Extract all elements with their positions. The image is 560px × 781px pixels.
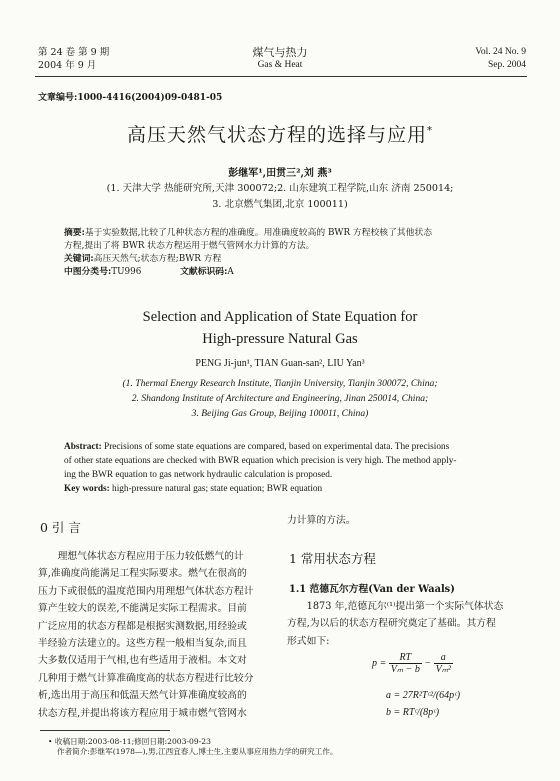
vdw-equation — [372, 652, 453, 675]
doc-code-label: 文献标识码: — [180, 267, 228, 277]
footnote-dates: 收稿日期:2003-08-11;修回日期:2003-09-23 — [54, 737, 211, 746]
journal-issue-cn — [38, 46, 109, 72]
right-line-3: 形式如下: — [287, 635, 330, 647]
title-en-line-2: High-pressure Natural Gas — [202, 331, 358, 347]
right-column-continuation: 力计算的方法。 — [287, 515, 356, 526]
title-en — [0, 306, 560, 350]
section-1-heading: 1 常用状态方程 — [289, 551, 376, 566]
authors-cn: 彭继军¹,田贯三²,刘 燕³ — [228, 168, 332, 179]
affiliation-cn-1: (1. 天津大学 热能研究所,天津 300072;2. 山东建筑工程学院,山东 济南 250014; — [106, 183, 454, 194]
header-date-cn: 2004 年 9 月 — [38, 60, 97, 71]
vdw-term-1-numerator: RT — [389, 652, 422, 664]
footnote — [48, 737, 337, 757]
abstract-en-line-3: ing the BWR equation to gas network hydraulic calculation is proposed. — [64, 470, 333, 480]
section-0-heading: 0 引 言 — [40, 520, 81, 535]
vdw-term-1-denominator: Vₘ − b — [390, 664, 420, 675]
header-volume-en: Vol. 24 No. 9 — [475, 47, 526, 57]
left-line-7: 大多数仅适用于气相,也有些适用于液相。本文对 — [38, 655, 247, 667]
keywords-en: high-pressure natural gas; state equation; BWR equation — [112, 484, 323, 494]
vdw-term-2-numerator: a — [434, 652, 453, 664]
title-en-line-1: Selection and Application of State Equation for — [142, 309, 418, 325]
clc-value: TU996 — [111, 267, 142, 277]
left-line-10: 状态方程,并提出将该方程应用于城市燃气管网水 — [38, 707, 247, 719]
doc-code-value: A — [227, 267, 234, 277]
abstract-cn-line-1: 基于实验数据,比较了几种状态方程的准确度。用准确度较高的 BWR 方程校核了其他状态 — [84, 228, 433, 238]
affiliation-en-1: (1. Thermal Energy Research Institute, Tianjin University, Tianjin 300072, China; — [122, 378, 438, 389]
title-footnote-mark: * — [427, 125, 433, 137]
right-line-1: 1873 年,范德瓦尔⁽¹⁾提出第一个实际气体状态 — [306, 601, 504, 612]
vdw-minus: − — [424, 657, 432, 669]
vdw-term-2 — [434, 652, 453, 675]
vdw-a-definition: a = 27R²Tᶜ²/(64pᶜ) — [386, 690, 461, 701]
affiliation-cn-2: 3. 北京燃气集团,北京 100011) — [212, 199, 348, 210]
footnote-author-bio: 作者简介:彭继军(1978—),男,江西宜春人,博士生,主要从事应用热力学的研究工作。 — [57, 747, 338, 756]
journal-name-cn: 煤气与热力 — [252, 46, 308, 59]
vdw-term-1 — [389, 652, 422, 675]
left-line-4: 算产生较大的误差,不能满足实际工程需求。目前 — [38, 603, 247, 615]
abstract-en — [64, 440, 504, 496]
keywords-cn-label: 关键词: — [64, 254, 94, 264]
header-rule — [35, 76, 527, 77]
left-line-5: 广泛应用的状态方程都是根据实测数据,用经验或 — [38, 620, 247, 632]
keywords-cn: 高压天然气;状态方程;BWR 方程 — [93, 254, 222, 264]
right-column-body — [287, 598, 523, 650]
vdw-b-definition: b = RTᶜ/(8pᶜ) — [386, 707, 440, 718]
authors-en: PENG Ji-jun¹, TIAN Guan-san², LIU Yan³ — [195, 358, 365, 369]
left-line-9: 析,选出用于高压和低温天然气计算准确度较高的 — [38, 690, 247, 702]
vdw-term-2-denominator: Vₘ² — [435, 664, 451, 675]
article-number: 文章编号:1000-4416(2004)09-0481-05 — [38, 93, 223, 103]
affiliation-en-2: 2. Shandong Institute of Architecture and Engineering, Jinan 250014, China; — [131, 393, 429, 404]
affiliation-en-3: 3. Beijing Gas Group, Beijing 100011, China) — [191, 408, 369, 419]
footnote-bullet: • — [48, 737, 53, 746]
abstract-en-label: Abstract: — [64, 442, 102, 452]
journal-name-en: Gas & Heat — [257, 60, 303, 70]
left-line-3: 压力下或很低的温度范围内用理想气体状态方程计 — [38, 585, 254, 597]
abstract-en-line-1: Precisions of some state equations are compared, based on experimental data. The precisions — [104, 442, 450, 452]
right-line-2: 方程,为以后的状态方程研究奠定了基础。其方程 — [287, 618, 496, 630]
title-cn — [0, 120, 560, 147]
abstract-en-line-2: of other state equations are checked with BWR equation which precision is very high. The method apply- — [64, 456, 457, 466]
journal-name — [220, 46, 340, 72]
left-line-6: 半经验方法建立的。这些方程一般相当复杂,而且 — [38, 638, 247, 650]
keywords-en-label: Key words: — [64, 484, 110, 494]
header-date-en: Sep. 2004 — [488, 60, 526, 70]
footnote-rule — [40, 730, 170, 731]
title-cn-text: 高压天然气状态方程的选择与应用 — [126, 124, 427, 146]
vdw-lhs: p = — [372, 657, 387, 669]
abstract-cn-label: 摘要: — [64, 228, 85, 238]
journal-issue-en — [475, 46, 526, 72]
header-volume-cn: 第 24 卷 第 9 期 — [38, 47, 110, 58]
left-line-8: 几种用于燃气计算准确度高的状态方程进行比较分 — [38, 672, 254, 684]
left-line-1: 理想气体状态方程应用于压力较低燃气的计 — [57, 551, 244, 562]
section-1-1-heading: 1.1 范德瓦尔方程(Van der Waals) — [289, 584, 455, 595]
abstract-cn — [64, 227, 504, 279]
left-column-body — [38, 548, 272, 722]
clc-label: 中图分类号: — [64, 267, 112, 277]
left-line-2: 算,准确度尚能满足工程实际要求。燃气在很高的 — [38, 568, 247, 580]
abstract-cn-line-2: 方程,提出了将 BWR 状态方程运用于燃气管网水力计算的方法。 — [64, 241, 315, 251]
affiliation-en — [0, 376, 560, 421]
